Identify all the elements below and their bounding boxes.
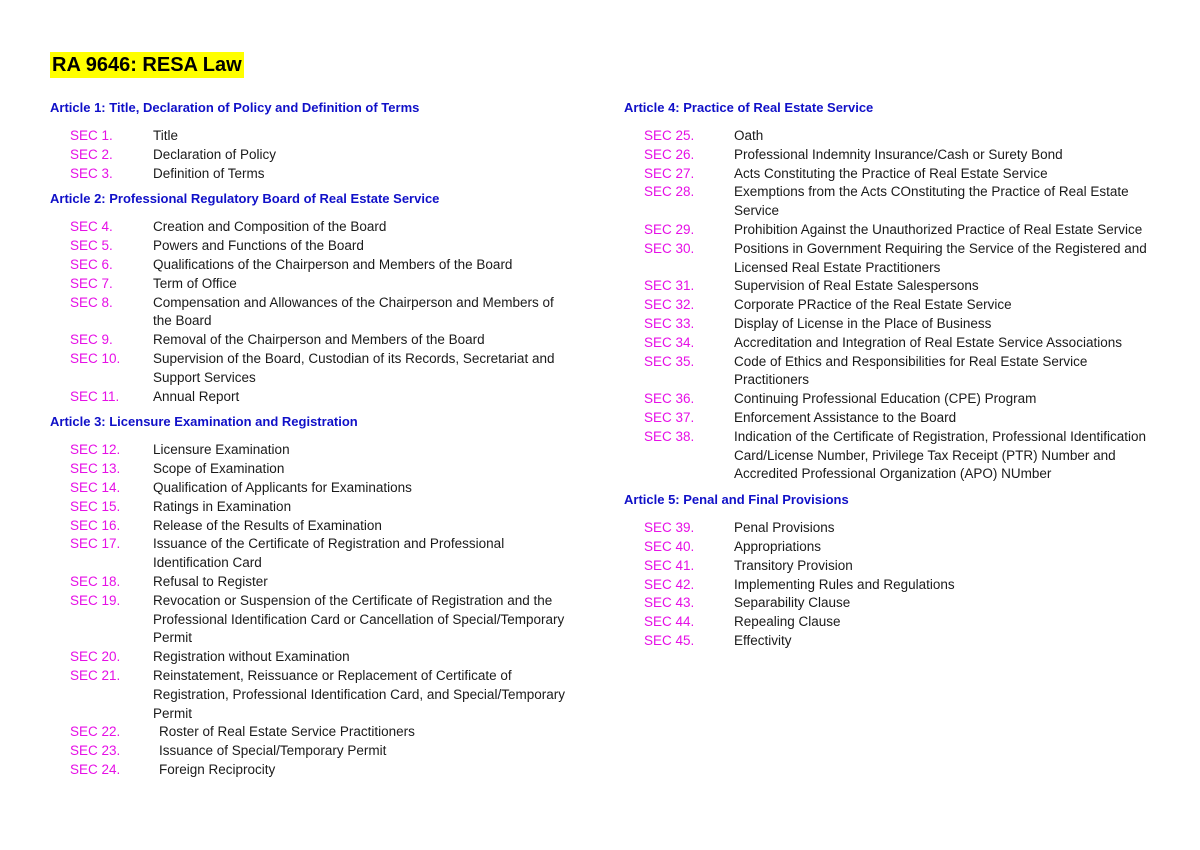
section-row — [50, 331, 570, 350]
section-number: SEC 25. — [644, 128, 695, 143]
article-heading: Article 4: Practice of Real Estate Service — [624, 100, 874, 115]
section-row — [50, 667, 570, 723]
section-number: SEC 34. — [644, 334, 695, 350]
section-title: Penal Provisions — [734, 520, 835, 536]
section-row — [50, 388, 570, 407]
section-row — [624, 127, 1154, 146]
section-row — [50, 535, 570, 573]
section-row — [50, 275, 570, 294]
section-number: SEC 27. — [644, 165, 695, 181]
section-row — [624, 296, 1154, 315]
section-number: SEC 8. — [70, 294, 113, 310]
article-section — [50, 413, 570, 779]
section-row — [624, 183, 1154, 221]
section-title: Separability Clause — [734, 595, 851, 611]
section-number: SEC 29. — [644, 221, 695, 237]
section-number: SEC 38. — [644, 428, 695, 444]
section-title: Powers and Functions of the Board — [153, 238, 364, 254]
section-row — [50, 460, 570, 479]
section-title: Compensation and Allowances of the Chairperson and Members of the Board — [153, 294, 554, 329]
document-title: RA 9646: RESA Law — [52, 54, 242, 76]
section-number: SEC 14. — [70, 479, 121, 495]
section-title: Roster of Real Estate Service Practitioners — [159, 724, 415, 740]
section-number: SEC 41. — [644, 557, 695, 573]
section-title: Exemptions from the Acts COnstituting the Practice of Real Estate Service — [734, 184, 1129, 219]
section-number: SEC 36. — [644, 391, 695, 407]
section-title: Code of Ethics and Responsibilities for Real Estate Service Practitioners — [734, 353, 1088, 388]
section-number: SEC 35. — [644, 353, 695, 369]
section-title: Title — [153, 128, 179, 143]
article-heading: Article 3: Licensure Examination and Registration — [50, 414, 358, 430]
section-title: Positions in Government Requiring the Service of the Registered and Licensed Real Estate Practitioners — [734, 240, 1147, 275]
section-list — [624, 127, 1154, 484]
section-row — [50, 294, 570, 332]
section-row — [624, 353, 1154, 391]
section-number: SEC 1. — [70, 128, 113, 143]
section-number: SEC 24. — [70, 761, 121, 777]
section-title: Reinstatement, Reissuance or Replacement of Certificate of Registration, Professional Identification Card, and Special/Temporary Permit — [153, 667, 565, 721]
section-row — [50, 441, 570, 460]
section-number: SEC 26. — [644, 146, 695, 162]
section-row — [50, 723, 570, 742]
section-title: Release of the Results of Examination — [153, 517, 382, 533]
section-row — [50, 256, 570, 275]
section-title: Scope of Examination — [153, 461, 285, 477]
section-number: SEC 15. — [70, 498, 121, 514]
section-number: SEC 3. — [70, 165, 113, 181]
section-title: Enforcement Assistance to the Board — [734, 409, 957, 425]
section-row — [624, 428, 1154, 484]
section-number: SEC 19. — [70, 592, 121, 608]
section-title: Transitory Provision — [734, 557, 853, 573]
section-title: Appropriations — [734, 538, 822, 554]
article-section — [50, 99, 570, 183]
section-row — [624, 576, 1154, 595]
section-number: SEC 5. — [70, 238, 113, 254]
section-number: SEC 4. — [70, 219, 113, 235]
section-number: SEC 9. — [70, 332, 113, 348]
section-row — [50, 218, 570, 237]
section-title: Revocation or Suspension of the Certificate of Registration and the Professional Identification Card or Cancellation of Special/Temporary Permit — [153, 592, 565, 646]
section-number: SEC 31. — [644, 278, 695, 294]
section-row — [624, 538, 1154, 557]
section-title: Corporate PRactice of the Real Estate Service — [734, 297, 1012, 313]
section-number: SEC 18. — [70, 573, 121, 589]
section-title: Accreditation and Integration of Real Estate Service Associations — [734, 334, 1122, 350]
section-title: Indication of the Certificate of Registration, Professional Identification Card/License Number, Privilege Tax Receipt (PTR) Number and Accredited Professional Organization (APO) NUmber — [734, 428, 1146, 482]
section-number: SEC 11. — [70, 388, 120, 404]
section-title: Display of License in the Place of Business — [734, 315, 992, 331]
article-section — [50, 190, 570, 406]
section-title: Registration without Examination — [153, 649, 350, 665]
article-heading: Article 5: Penal and Final Provisions — [624, 492, 849, 508]
article-section — [624, 491, 1154, 651]
section-number: SEC 16. — [70, 517, 121, 533]
section-number: SEC 21. — [70, 667, 121, 683]
section-list — [50, 441, 570, 779]
section-number: SEC 42. — [644, 576, 695, 592]
section-number: SEC 6. — [70, 256, 113, 272]
section-number: SEC 32. — [644, 297, 695, 313]
section-number: SEC 28. — [644, 184, 695, 200]
section-row — [624, 557, 1154, 576]
section-title: Annual Report — [153, 388, 240, 404]
section-number: SEC 7. — [70, 275, 113, 291]
section-row — [50, 592, 570, 648]
section-number: SEC 20. — [70, 649, 121, 665]
section-row — [50, 479, 570, 498]
section-title: Prohibition Against the Unauthorized Practice of Real Estate Service — [734, 221, 1143, 237]
section-number: SEC 10. — [70, 350, 121, 366]
section-title: Supervision of Real Estate Salespersons — [734, 278, 979, 294]
article-section — [624, 99, 1154, 484]
section-row — [50, 761, 570, 780]
section-number: SEC 45. — [644, 632, 695, 648]
section-list — [50, 127, 570, 183]
section-title: Ratings in Examination — [153, 498, 292, 514]
section-title: Declaration of Policy — [153, 146, 277, 162]
section-title: Definition of Terms — [153, 165, 265, 181]
section-number: SEC 12. — [70, 442, 121, 458]
section-row — [624, 613, 1154, 632]
section-number: SEC 22. — [70, 724, 121, 740]
section-title: Qualifications of the Chairperson and Members of the Board — [153, 256, 513, 272]
section-title: Professional Indemnity Insurance/Cash or Surety Bond — [734, 146, 1063, 162]
left-column — [50, 99, 570, 787]
section-row — [50, 237, 570, 256]
section-number: SEC 39. — [644, 520, 695, 536]
section-number: SEC 40. — [644, 538, 695, 554]
section-row — [624, 632, 1154, 651]
section-title: Creation and Composition of the Board — [153, 219, 387, 235]
section-list — [624, 519, 1154, 651]
section-title: Effectivity — [734, 632, 792, 648]
section-row — [50, 648, 570, 667]
section-row — [624, 390, 1154, 409]
section-number: SEC 44. — [644, 614, 695, 630]
section-title: Issuance of the Certificate of Registration and Professional Identification Card — [153, 536, 505, 571]
section-number: SEC 33. — [644, 315, 695, 331]
section-row — [50, 146, 570, 165]
section-row — [624, 277, 1154, 296]
article-heading: Article 1: Title, Declaration of Policy and Definition of Terms — [50, 100, 420, 115]
section-title: Term of Office — [153, 275, 237, 291]
section-row — [624, 594, 1154, 613]
section-number: SEC 2. — [70, 146, 113, 162]
section-row — [50, 517, 570, 536]
section-row — [50, 573, 570, 592]
section-number: SEC 43. — [644, 595, 695, 611]
right-column — [624, 99, 1154, 658]
section-row — [50, 127, 570, 146]
section-title: Oath — [734, 128, 764, 143]
section-number: SEC 23. — [70, 743, 121, 759]
section-row — [624, 334, 1154, 353]
section-title: Qualification of Applicants for Examinations — [153, 479, 412, 495]
section-title: Issuance of Special/Temporary Permit — [159, 743, 387, 759]
section-number: SEC 17. — [70, 536, 121, 552]
section-row — [50, 742, 570, 761]
section-title: Licensure Examination — [153, 442, 290, 458]
section-row — [50, 165, 570, 184]
section-title: Refusal to Register — [153, 573, 268, 589]
section-row — [50, 498, 570, 517]
section-row — [624, 315, 1154, 334]
section-row — [50, 350, 570, 388]
section-row — [624, 240, 1154, 278]
section-title: Implementing Rules and Regulations — [734, 576, 955, 592]
section-title: Acts Constituting the Practice of Real Estate Service — [734, 165, 1048, 181]
section-row — [624, 221, 1154, 240]
section-list — [50, 218, 570, 406]
section-title: Foreign Reciprocity — [159, 761, 276, 777]
section-number: SEC 37. — [644, 409, 695, 425]
section-title: Supervision of the Board, Custodian of its Records, Secretariat and Support Services — [153, 350, 555, 385]
section-row — [624, 146, 1154, 165]
section-title: Removal of the Chairperson and Members of the Board — [153, 332, 485, 348]
section-row — [624, 165, 1154, 184]
section-row — [624, 519, 1154, 538]
section-number: SEC 30. — [644, 240, 695, 256]
section-title: Repealing Clause — [734, 614, 841, 630]
section-number: SEC 13. — [70, 461, 121, 477]
article-heading: Article 2: Professional Regulatory Board of Real Estate Service — [50, 191, 440, 207]
section-row — [624, 409, 1154, 428]
section-title: Continuing Professional Education (CPE) Program — [734, 391, 1037, 407]
